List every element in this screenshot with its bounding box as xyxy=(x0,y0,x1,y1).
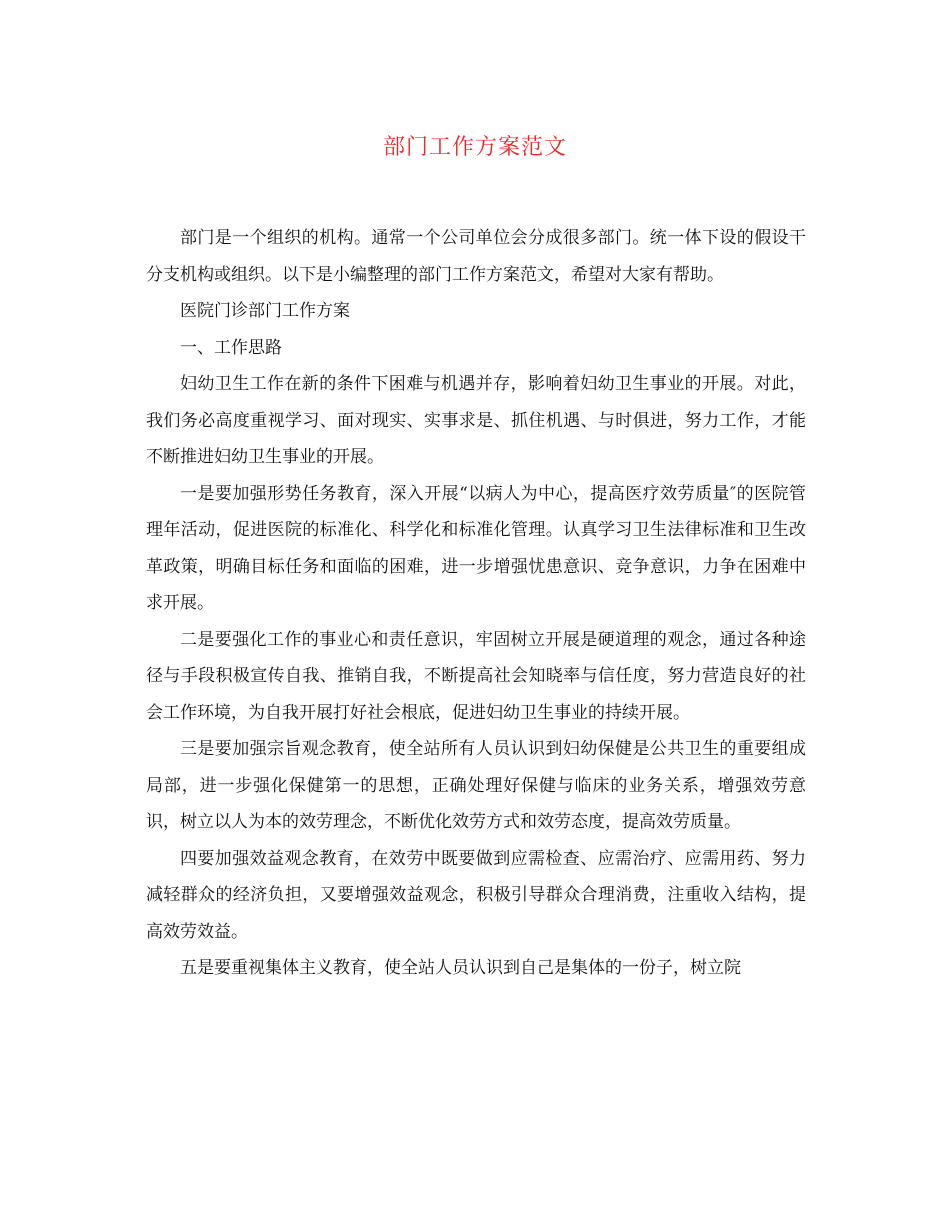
paragraph-heading-section-1: 一、工作思路 xyxy=(180,337,282,358)
document-body xyxy=(146,220,806,987)
paragraph-work-idea: 妇幼卫生工作在新的条件下困难与机遇并存，影响着妇幼卫生事业的开展。对此，我们务必高度重视学习、面对现实、实事求是、抓住机遇、与时俱进，努力工作，才能不断推进妇幼卫生事业的开展。 xyxy=(146,374,806,467)
paragraph-point-5: 五是要重视集体主义教育，使全站人员认识到自己是集体的一份子，树立院 xyxy=(180,958,741,978)
paragraph-point-4: 四要加强效益观念教育，在效劳中既要做到应需检查、应需治疗、应需用药、努力减轻群众的经济负担，又要增强效益观念，积极引导群众合理消费，注重收入结构，提高效劳效益。 xyxy=(146,848,806,942)
paragraph-heading-plan: 医院门诊部门工作方案 xyxy=(180,301,350,321)
paragraph-point-3: 三是要加强宗旨观念教育，使全站所有人员认识到妇幼保健是公共卫生的重要组成局部，进一步强化保健第一的思想，正确处理好保健与临床的业务关系，增强效劳意识，树立以人为本的效劳理念，不断优化效劳方式和效劳态度，提高效劳质量。 xyxy=(146,739,806,832)
paragraph-point-1: 一是要加强形势任务教育，深入开展“以病人为中心，提高医疗效劳质量″的医院管理年活动，促进医院的标准化、科学化和标准化管理。认真学习卫生法律标准和卫生改革政策，明确目标任务和面临的困难，进一步增强忧患意识、竞争意识，力争在困难中求开展。 xyxy=(146,483,806,613)
paragraph-point-2: 二是要强化工作的事业心和责任意识，牢固树立开展是硬道理的观念，通过各种途径与手段积极宣传自我、推销自我，不断提高社会知晓率与信任度，努力营造良好的社会工作环境，为自我开展打好社会根底，促进妇幼卫生事业的持续开展。 xyxy=(146,629,806,723)
paragraph-intro: 部门是一个组织的机构。通常一个公司单位会分成很多部门。统一体下设的假设干分支机构或组织。以下是小编整理的部门工作方案范文，希望对大家有帮助。 xyxy=(146,228,806,285)
document-title: 部门工作方案范文 xyxy=(382,135,567,160)
